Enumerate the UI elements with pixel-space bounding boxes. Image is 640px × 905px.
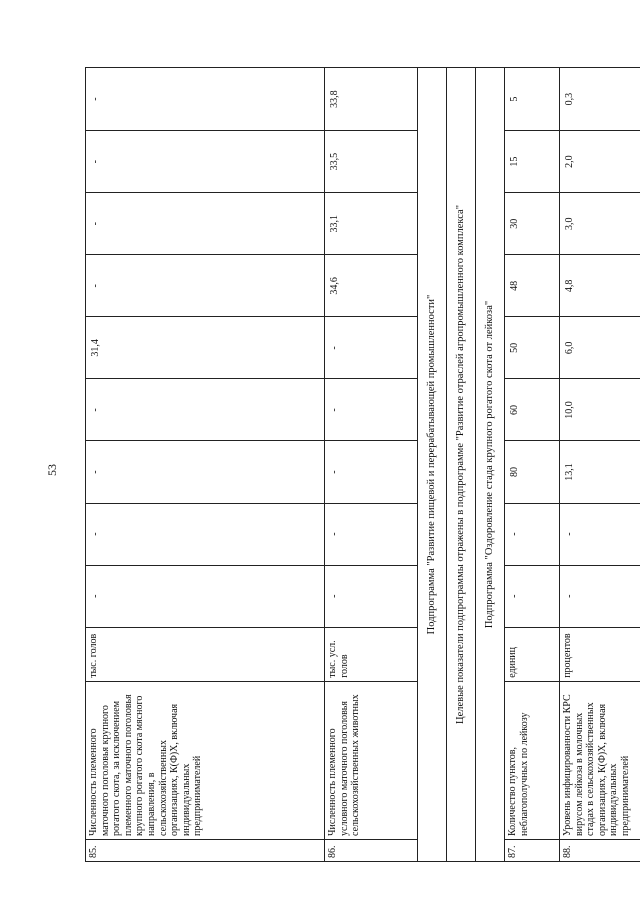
value-cell: 5 — [505, 68, 560, 131]
value-cell: - — [505, 565, 560, 627]
indicators-table — [85, 67, 640, 862]
value-cell: - — [86, 193, 325, 255]
value-cell: 2,0 — [560, 131, 640, 193]
value-cell: - — [325, 503, 418, 565]
value-cell: - — [86, 565, 325, 627]
value-cell: - — [86, 68, 325, 131]
table-row — [560, 68, 640, 862]
value-cell: 15 — [505, 131, 560, 193]
value-cell: 6,0 — [560, 317, 640, 379]
subprogram-title: Подпрограмма "Оздоровление стада крупного рогатого скота от лейкоза" — [476, 68, 505, 862]
table-row — [325, 68, 418, 862]
value-cell: - — [86, 131, 325, 193]
value-cell: 48 — [505, 255, 560, 317]
subprogram-title: Подпрограмма "Развитие пищевой и перерабатывающей промышленности" — [418, 68, 447, 862]
table-row — [86, 68, 325, 862]
value-cell: - — [560, 565, 640, 627]
value-cell: 33,8 — [325, 68, 418, 131]
value-cell: - — [505, 503, 560, 565]
value-cell: 13,1 — [560, 441, 640, 503]
value-cell: 33,5 — [325, 131, 418, 193]
value-cell: 31,4 — [86, 317, 325, 379]
value-cell: - — [86, 255, 325, 317]
value-cell: 0,3 — [560, 68, 640, 131]
value-cell: - — [325, 441, 418, 503]
row-number: 87. — [505, 839, 560, 861]
indicator-name: Уровень инфицированности КРС вирусом лейкоза в молочных стадах в сельскохозяйственных организациях, К(Ф)Х, включая индивидуальных предпринимателей — [560, 681, 640, 839]
value-cell: 34,6 — [325, 255, 418, 317]
value-cell: - — [560, 503, 640, 565]
indicator-name: Численность племенного условного маточного поголовья сельскохозяйственных животных — [325, 681, 418, 839]
value-cell: 3,0 — [560, 193, 640, 255]
rotated-table-container — [85, 67, 631, 862]
value-cell: - — [325, 379, 418, 441]
indicator-name: Численность племенного маточного поголовья крупного рогатого скота, за исключением племенного маточного поголовья крупного рогатого скота мясного направления, в сельскохозяйственных организациях, К(Ф)Х, включая индивидуальных предпринимателей — [86, 681, 325, 839]
page-number: 53 — [45, 464, 59, 476]
indicator-name: Количество пунктов, неблагополучных по лейкозу — [505, 681, 560, 839]
value-cell: 50 — [505, 317, 560, 379]
row-number: 86. — [325, 839, 418, 861]
value-cell: - — [86, 503, 325, 565]
section-header-row — [418, 68, 447, 862]
unit-cell: тыс. усл. голов — [325, 627, 418, 681]
section-header-row — [447, 68, 476, 862]
value-cell: - — [325, 565, 418, 627]
table-row — [505, 68, 560, 862]
value-cell: 10,0 — [560, 379, 640, 441]
value-cell: 30 — [505, 193, 560, 255]
target-indicators-note: Целевые показатели подпрограммы отражены в подпрограмме "Развитие отраслей агропромышленного комплекса" — [447, 68, 476, 862]
unit-cell: единиц — [505, 627, 560, 681]
value-cell: - — [325, 317, 418, 379]
value-cell: - — [86, 441, 325, 503]
unit-cell: процентов — [560, 627, 640, 681]
section-header-row — [476, 68, 505, 862]
value-cell: 60 — [505, 379, 560, 441]
value-cell: - — [86, 379, 325, 441]
value-cell: 80 — [505, 441, 560, 503]
row-number: 85. — [86, 839, 325, 861]
row-number: 88. — [560, 839, 640, 861]
value-cell: 4,8 — [560, 255, 640, 317]
unit-cell: тыс. голов — [86, 627, 325, 681]
value-cell: 33,1 — [325, 193, 418, 255]
